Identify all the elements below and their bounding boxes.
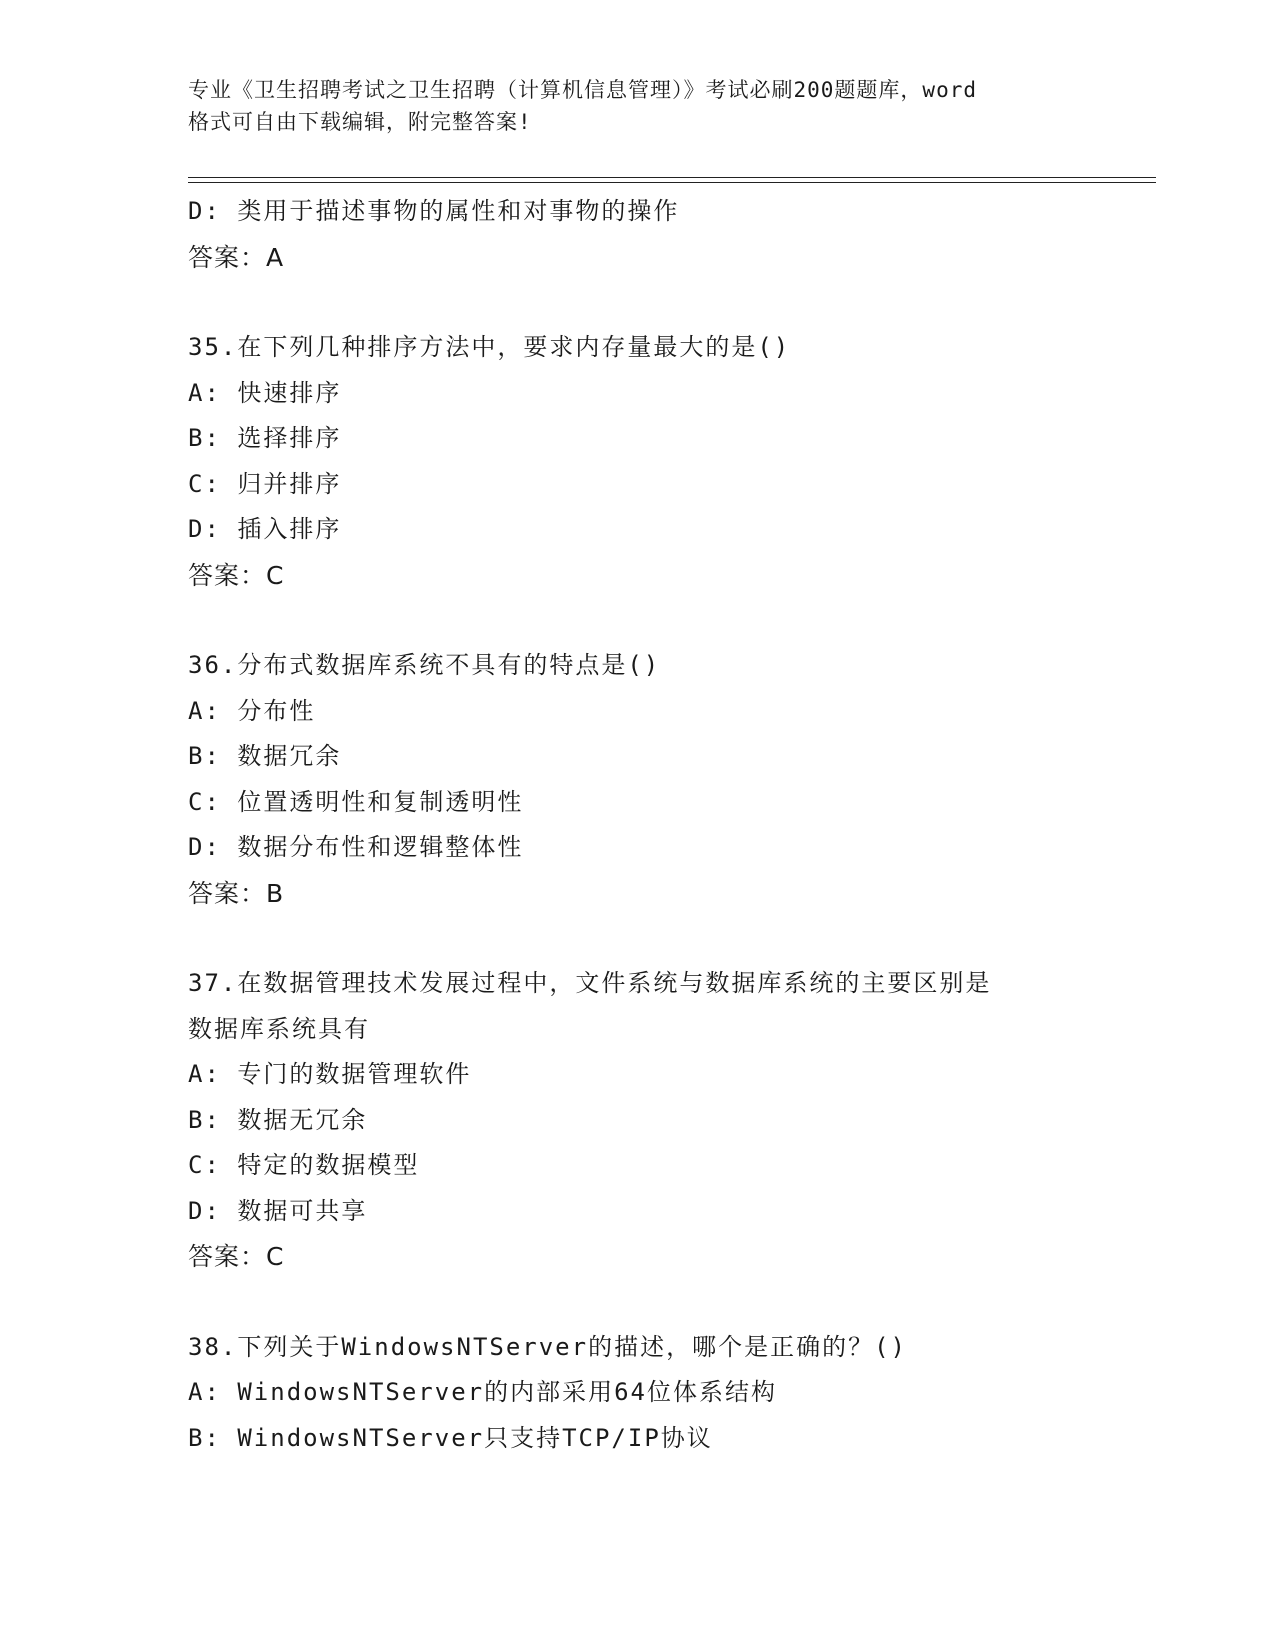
previous-answer: 答案：A: [188, 242, 285, 272]
option-c: C: 归并排序: [188, 469, 342, 498]
option-d: D: 数据分布性和逻辑整体性: [188, 833, 524, 861]
header-line-1: 专业《卫生招聘考试之卫生招聘（计算机信息管理）》考试必刷200题题库，word: [188, 78, 977, 102]
option-b: B: WindowsNTServer只支持TCP/IP协议: [188, 1423, 713, 1452]
option-b: B: 数据无冗余: [188, 1105, 368, 1134]
answer: 答案：C: [188, 560, 285, 590]
option-b: B: 数据冗余: [188, 742, 342, 770]
header-divider-top: [188, 177, 1156, 178]
option-a: A: 分布性: [188, 696, 316, 725]
question-stem: 36.分布式数据库系统不具有的特点是(): [188, 651, 661, 679]
question-36: [188, 643, 1088, 916]
header-line-2: 格式可自由下载编辑，附完整答案!: [188, 110, 532, 134]
question-35: [188, 325, 1088, 598]
answer: 答案：B: [188, 878, 285, 908]
spacer: [188, 1280, 1088, 1325]
spacer: [188, 280, 1088, 325]
question-stem: 35.在下列几种排序方法中，要求内存量最大的是(): [188, 333, 791, 361]
option-b: B: 选择排序: [188, 424, 342, 452]
question-stem-continued: 数据库系统具有: [188, 1014, 370, 1043]
question-stem: 37.在数据管理技术发展过程中，文件系统与数据库系统的主要区别是: [188, 969, 992, 997]
option-d: D: 数据可共享: [188, 1196, 368, 1225]
option-c: C: 特定的数据模型: [188, 1151, 420, 1179]
answer: 答案：C: [188, 1242, 285, 1271]
question-content: [188, 189, 1088, 1461]
previous-option-d: D: 类用于描述事物的属性和对事物的操作: [188, 197, 680, 225]
option-a: A: WindowsNTServer的内部采用64位体系结构: [188, 1378, 777, 1406]
question-37: [188, 961, 1088, 1280]
option-a: A: 专门的数据管理软件: [188, 1060, 472, 1088]
question-stem: 38.下列关于WindowsNTServer的描述，哪个是正确的？(): [188, 1332, 907, 1361]
document-header: [188, 74, 1088, 138]
option-c: C: 位置透明性和复制透明性: [188, 787, 524, 816]
option-d: D: 插入排序: [188, 515, 342, 543]
question-38: [188, 1325, 1088, 1462]
spacer: [188, 916, 1088, 961]
spacer: [188, 598, 1088, 643]
header-divider-bottom: [188, 182, 1156, 183]
option-a: A: 快速排序: [188, 378, 342, 407]
